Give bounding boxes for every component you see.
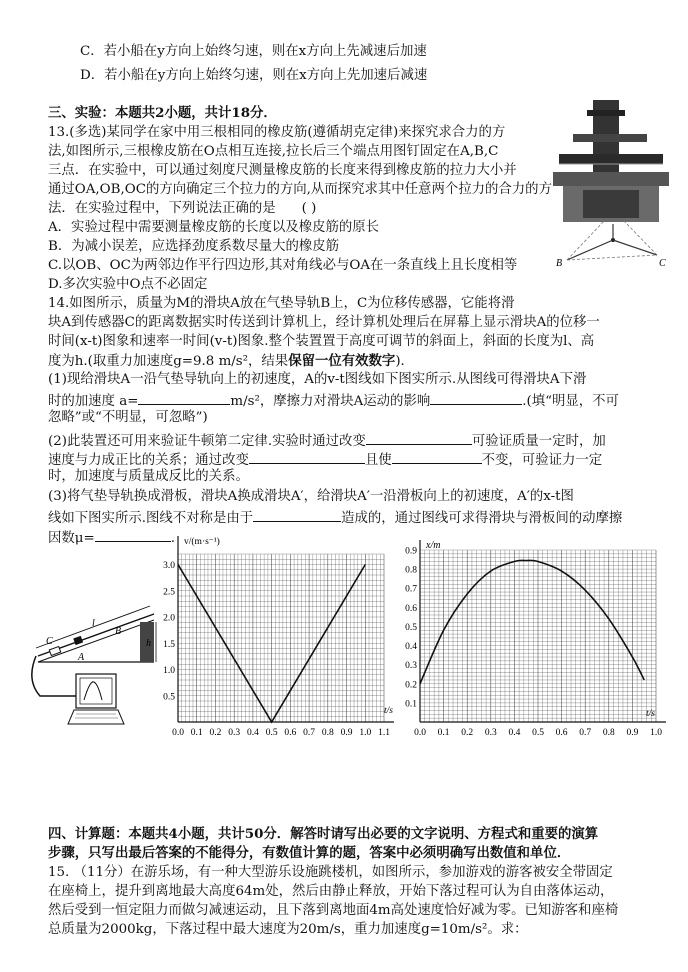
q14-line: 块A到传感器C的距离数据实时传送到计算机上，经计算机处理后在屏幕上显示滑块A的位移一	[48, 315, 600, 330]
vt-xtick-label: 0.0	[172, 728, 184, 738]
label-a: A	[78, 652, 85, 663]
label-b: B	[556, 258, 563, 266]
vt-ytick-label: 2.5	[163, 587, 175, 598]
section4-subtitle: 步骤，只写出最后答案的不能得分，有数值计算的题，答案中必须明确写出数值和单位．	[48, 845, 571, 861]
answer-blank[interactable]	[392, 449, 482, 464]
q13-option-b: B．为减小误差，应选择劲度系数尽量大的橡皮筋	[48, 239, 340, 254]
answer-blank[interactable]	[138, 390, 230, 405]
xt-xtick-label: 0.2	[461, 728, 474, 738]
rubber-band-tower-figure	[553, 100, 669, 266]
vt-xtick-label: 0.7	[303, 728, 316, 738]
vt-xtick-label: 0.2	[209, 728, 222, 738]
xt-ytick-label: 0.7	[405, 584, 417, 595]
vt-xtick-label: 0.4	[246, 728, 259, 738]
xt-ytick-label: 0.1	[405, 699, 417, 710]
xt-ylabel: x/m	[426, 540, 441, 551]
q14-line: 度为h.(取重力加速度g=9.8 m/s²，结果保留一位有效数字)．	[48, 353, 414, 369]
vt-xtick-label: 0.8	[321, 728, 334, 738]
xt-ytick-label: 0.5	[405, 622, 417, 633]
vt-ytick-label: 1.0	[163, 666, 175, 676]
vt-ytick-label: 2.0	[163, 613, 175, 624]
xt-ytick-label: 0.4	[405, 642, 417, 653]
label-c: C	[46, 636, 53, 647]
q14-part2: 时，加速度与质量成反比的关系。	[48, 469, 249, 484]
vt-ytick-label: 3.0	[163, 561, 175, 571]
q13-line: 法．在实验过程中，下列说法正确的是 ( )	[48, 201, 317, 216]
vt-xtick-label: 1.0	[359, 728, 372, 738]
xt-xlabel: t/s	[646, 709, 655, 719]
vt-xtick-label: 0.3	[228, 728, 241, 738]
vt-xtick-label: 1.1	[378, 728, 390, 738]
vt-xtick-label: 0.1	[190, 728, 203, 738]
vt-chart	[148, 532, 400, 742]
label-h: h	[146, 638, 151, 649]
q15-line: 然后受到一恒定阻力而做匀减速运动，且下落到离地面4m高处速度恰好减为零。已知游客和座椅	[48, 903, 619, 918]
xt-axes	[420, 540, 666, 722]
q13-option-d: D.多次实验中O点不必固定	[48, 277, 208, 292]
apparatus-figure	[26, 600, 162, 738]
xt-ytick-label: 0.2	[405, 680, 417, 691]
q13-line: 13.(多选)某同学在家中用三根相同的橡皮筋(遵循胡克定律)来探究求合力的方	[48, 125, 506, 140]
q13-line: 通过OA,OB,OC的方向确定三个拉力的方向,从而探究求其中任意两个拉力的合力的方	[48, 182, 552, 197]
q13-option-c: C.以OB、OC为两邻边作平行四边形,其对角线必与OA在一条直线上且长度相等	[48, 258, 518, 273]
vt-ytick-label: 0.5	[163, 692, 175, 703]
q13-line: 三点．在实验中，可以通过刻度尺测量橡皮筋的长度来得到橡皮筋的拉力大小并	[48, 163, 517, 178]
vt-ylabel: v/(m·s⁻¹)	[184, 537, 220, 547]
q14-part1: (1)现给滑块A一沿气垫导轨向上的初速度，A的v-t图线如下图实所示.从图线可得滑块A下滑	[48, 372, 587, 387]
xt-ytick-label: 0.6	[405, 603, 417, 614]
q13-line: 法,如图所示,三根橡皮筋在O点相互连接,拉长后三个端点用图钉固定在A,B,C	[48, 144, 499, 159]
xt-xtick-label: 0.9	[626, 728, 639, 738]
q15-line: 在座椅上，提升到离地最大高度64m处，然后由静止释放，开始下落过程可认为自由落体运动，	[48, 884, 614, 899]
xt-xtick-label: 0.0	[414, 728, 426, 738]
xt-xtick-label: 0.7	[579, 728, 592, 738]
xt-xtick-label: 0.1	[437, 728, 450, 738]
q14-line: 时间(x-t)图象和速率一时间(v-t)图象.整个装置置于高度可调节的斜面上，斜面的长度为l、高	[48, 334, 595, 349]
xt-xtick-label: 0.8	[602, 728, 615, 738]
xt-chart	[398, 536, 672, 742]
vt-xlabel: t/s	[384, 706, 393, 716]
section4-title: 四、计算题：本题共4小题，共计50分．解答时请写出必要的文字说明、方程式和重要的演算	[48, 826, 599, 842]
xt-ytick-label: 0.3	[405, 661, 417, 672]
xt-xtick-label: 0.3	[484, 728, 497, 738]
option-d-prev: D．若小船在y方向上始终匀速，则在x方向上先加速后减速	[80, 68, 428, 83]
q14-part3: (3)将气垫导轨换成滑板，滑块A换成滑块A′，给滑块A′一沿滑板向上的初速度，A′的x-t图	[48, 489, 574, 504]
answer-blank[interactable]	[253, 507, 341, 522]
xt-xtick-label: 0.6	[555, 728, 568, 738]
vt-grid	[178, 554, 384, 722]
answer-bracket: ( )	[301, 201, 317, 216]
option-c-prev: C．若小船在y方向上始终匀速，则在x方向上先减速后加速	[80, 44, 427, 59]
xt-xtick-label: 0.4	[508, 728, 521, 738]
vt-xtick-label: 0.6	[284, 728, 297, 738]
xt-xtick-label: 0.5	[532, 728, 544, 738]
q14-part1: 忽略”或“不明显，可忽略”)	[48, 410, 208, 425]
xt-xtick-label: 1.0	[650, 728, 662, 738]
q14-part2: 速度与力成正比的关系；通过改变 且使 不变，可验证力一定	[48, 449, 602, 470]
answer-blank[interactable]	[430, 390, 522, 405]
q15-line: 15. （11分）在游乐场，有一种大型游乐设施跳楼机，如图所示，参加游戏的游客被安全带固定	[48, 865, 613, 880]
q13-option-a: A．实验过程中需要测量橡皮筋的长度以及橡皮筋的原长	[48, 220, 380, 235]
q14-part3: 因数μ= .	[48, 527, 175, 548]
xt-series-line	[420, 560, 644, 683]
label-l: l	[92, 618, 95, 629]
vt-ytick-label: 1.5	[163, 639, 175, 650]
section3-title: 三、实验：本题共2小题，共计18分．	[48, 105, 277, 121]
q14-part1: 时的加速度 a= m/s²，摩擦力对滑块A运动的影响 .(填“明显，不可	[48, 390, 619, 411]
q14-part2: (2)此装置还可用来验证牛顿第二定律.实验时通过改变 可验证质量一定时，加	[48, 430, 606, 451]
xt-ytick-label: 0.9	[405, 546, 417, 557]
vt-xtick-label: 0.5	[265, 728, 278, 738]
q14-line: 14.如图所示，质量为M的滑块A放在气垫导轨B上，C为位移传感器，它能将滑	[48, 296, 515, 311]
xt-ytick-label: 0.8	[405, 565, 417, 576]
q15-line: 总质量为2000kg，下落过程中最大速度为20m/s，重力加速度g=10m/s²。求：	[48, 922, 528, 937]
answer-blank[interactable]	[249, 449, 365, 464]
label-c: C	[659, 258, 666, 266]
label-b: B	[115, 626, 122, 637]
vt-xtick-label: 0.9	[340, 728, 353, 738]
answer-blank[interactable]	[366, 430, 472, 445]
q14-part3: 线如下图实所示.图线不对称是由于 造成的，通过图线可求得滑块与滑板间的动摩擦	[48, 507, 622, 528]
